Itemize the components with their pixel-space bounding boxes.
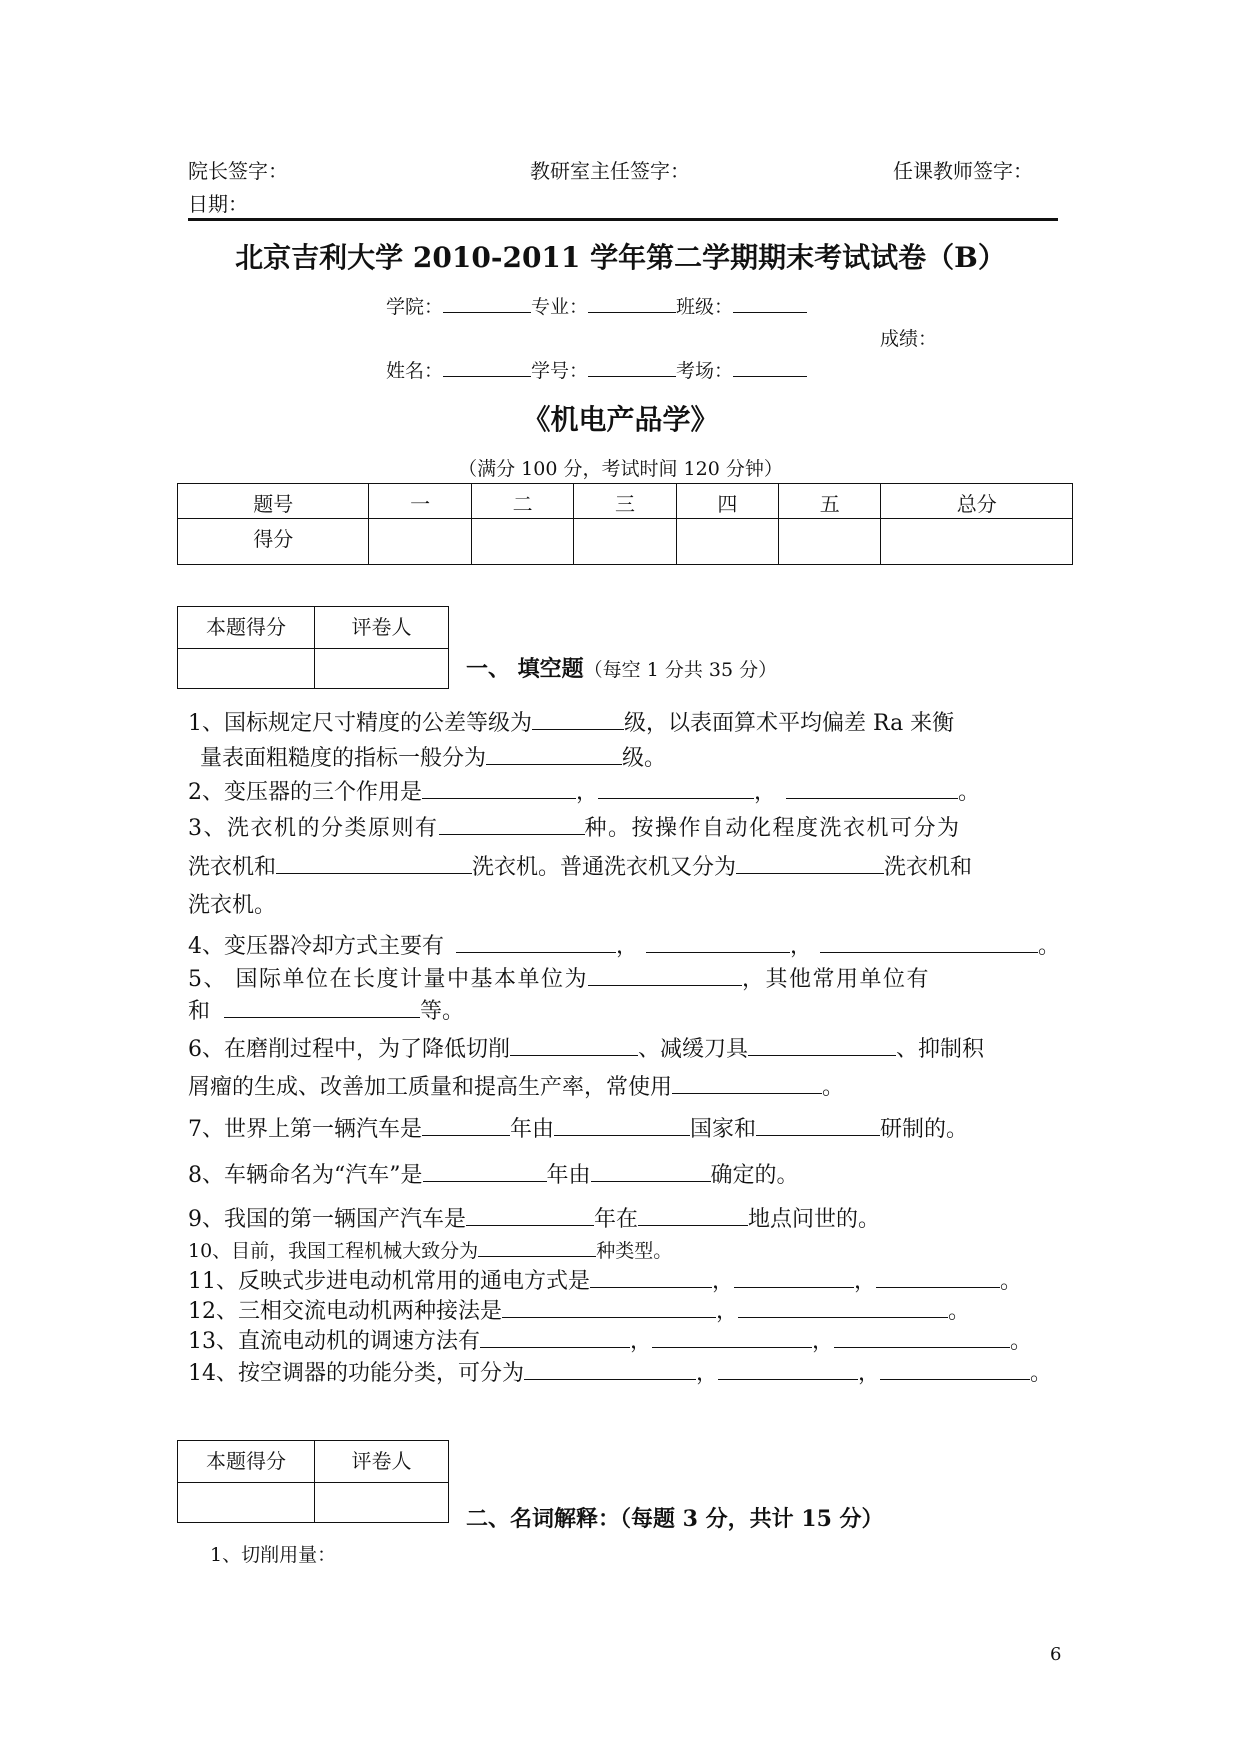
answer-blank[interactable] [466, 1207, 594, 1226]
section-score-cell[interactable] [178, 649, 315, 689]
score-cell[interactable] [881, 519, 1073, 565]
answer-blank[interactable] [456, 934, 616, 953]
grader-box [177, 606, 449, 689]
question-4: 4、变压器冷却方式主要有 ， ， 。 [188, 934, 1061, 959]
answer-blank[interactable] [422, 1117, 510, 1136]
question-3-end: 洗衣机。 [188, 893, 277, 918]
score-table-header: 一 [369, 484, 471, 519]
answer-blank[interactable] [718, 1361, 858, 1380]
question-3-cont: 洗衣机和 洗衣机。普通洗衣机又分为 洗衣机和 [188, 855, 973, 880]
score-table-header: 三 [574, 484, 676, 519]
date-label: 日期： [188, 192, 248, 216]
question-11: 11、反映式步进电动机常用的通电方式是 ， ， 。 [188, 1269, 1023, 1294]
grader-box [177, 1440, 449, 1523]
question-1-cont: 量表面粗糙度的指标一般分为 级。 [200, 746, 667, 771]
answer-blank[interactable] [510, 1037, 638, 1056]
section1-heading [466, 652, 777, 683]
score-table-header: 五 [779, 484, 881, 519]
student-id-blank[interactable] [588, 358, 676, 377]
answer-blank[interactable] [820, 934, 1038, 953]
answer-blank[interactable] [672, 1075, 822, 1094]
question-12: 12、三相交流电动机两种接法是 ， 。 [188, 1299, 971, 1324]
answer-blank[interactable] [736, 855, 884, 874]
answer-blank[interactable] [598, 780, 754, 799]
student-id-label: 学号： [531, 360, 589, 382]
question-6: 6、在磨削过程中，为了降低切削 、减缓刀具 、抑制积 [188, 1037, 985, 1062]
question-6-cont: 屑瘤的生成、改善加工质量和提高生产率，常使用 。 [188, 1075, 845, 1100]
name-blank[interactable] [443, 358, 531, 377]
answer-blank[interactable] [439, 816, 585, 835]
question-5: 5、 国际单位在长度计量中基本单位为 ，其他常用单位有 [188, 967, 931, 992]
director-signature-label: 教研室主任签字： [530, 159, 690, 183]
grader-cell[interactable] [315, 1483, 449, 1523]
section-score-label: 本题得分 [178, 607, 315, 649]
student-info-row-2 [386, 356, 807, 383]
course-title: 《机电产品学》 [522, 403, 719, 436]
answer-blank[interactable] [532, 711, 624, 730]
teacher-signature-label: 任课教师签字： [893, 159, 1033, 183]
score-cell[interactable] [471, 519, 573, 565]
answer-blank[interactable] [646, 934, 790, 953]
grader-cell[interactable] [315, 649, 449, 689]
section-score-label: 本题得分 [178, 1441, 315, 1483]
answer-blank[interactable] [590, 1269, 712, 1288]
student-info-row-1 [386, 292, 807, 319]
score-cell[interactable] [779, 519, 881, 565]
major-blank[interactable] [588, 294, 676, 313]
section-score-cell[interactable] [178, 1483, 315, 1523]
college-label: 学院： [386, 296, 444, 318]
section2-question-1: 1、切削用量： [210, 1544, 337, 1566]
header-rule [188, 218, 1058, 221]
class-blank[interactable] [733, 294, 807, 313]
answer-blank[interactable] [652, 1329, 812, 1348]
answer-blank[interactable] [486, 746, 622, 765]
section1-note: （每空 1 分共 35 分） [583, 659, 778, 681]
score-table-header: 四 [676, 484, 778, 519]
score-cell[interactable] [676, 519, 778, 565]
answer-blank[interactable] [734, 1269, 854, 1288]
answer-blank[interactable] [554, 1117, 690, 1136]
question-1: 1、国标规定尺寸精度的公差等级为 级，以表面算术平均偏差 Ra 来衡 [188, 711, 955, 736]
dean-signature-label: 院长签字： [188, 159, 288, 183]
score-row-label: 得分 [178, 519, 369, 565]
answer-blank[interactable] [480, 1329, 630, 1348]
answer-blank[interactable] [588, 967, 742, 986]
answer-blank[interactable] [876, 1269, 1000, 1288]
question-3: 3、洗衣机的分类原则有 种。按操作自动化程度洗衣机可分为 [188, 816, 961, 841]
question-14: 14、按空调器的功能分类，可分为 ， ， 。 [188, 1361, 1053, 1386]
answer-blank[interactable] [786, 780, 958, 799]
answer-blank[interactable] [738, 1299, 948, 1318]
answer-blank[interactable] [524, 1361, 696, 1380]
score-cell[interactable] [369, 519, 471, 565]
score-table-header: 题号 [178, 484, 369, 519]
answer-blank[interactable] [834, 1329, 1010, 1348]
score-table [177, 483, 1073, 565]
score-cell[interactable] [574, 519, 676, 565]
grader-label: 评卷人 [315, 607, 449, 649]
score-table-header: 二 [471, 484, 573, 519]
question-2: 2、变压器的三个作用是 ， ， 。 [188, 780, 981, 805]
question-8: 8、车辆命名为“汽车”是 年由 确定的。 [188, 1163, 799, 1188]
exam-room-blank[interactable] [733, 358, 807, 377]
answer-blank[interactable] [423, 1163, 547, 1182]
score-table-header: 总分 [881, 484, 1073, 519]
answer-blank[interactable] [638, 1207, 748, 1226]
score-label: 成绩： [880, 328, 938, 350]
exam-note: （满分 100 分，考试时间 120 分钟） [458, 458, 783, 480]
section2-heading: 二、名词解释：（每题 3 分，共计 15 分） [466, 1506, 884, 1532]
answer-blank[interactable] [591, 1163, 711, 1182]
major-label: 专业： [531, 296, 589, 318]
answer-blank[interactable] [276, 855, 472, 874]
answer-blank[interactable] [748, 1037, 896, 1056]
page-number: 6 [1050, 1644, 1062, 1665]
question-13: 13、直流电动机的调速方法有 ， ， 。 [188, 1329, 1033, 1354]
section1-title: 一、 填空题 [466, 656, 584, 682]
question-9: 9、我国的第一辆国产汽车是 年在 地点问世的。 [188, 1207, 881, 1232]
class-label: 班级： [676, 296, 734, 318]
question-5-cont: 和 等。 [188, 999, 465, 1024]
exam-title: 北京吉利大学 2010-2011 学年第二学期期末考试试卷（B） [235, 241, 1006, 274]
exam-room-label: 考场： [676, 360, 734, 382]
answer-blank[interactable] [880, 1361, 1030, 1380]
answer-blank[interactable] [224, 999, 420, 1018]
question-10: 10、目前，我国工程机械大致分为 种类型。 [188, 1240, 673, 1262]
answer-blank[interactable] [422, 780, 576, 799]
question-7: 7、世界上第一辆汽车是 年由 国家和 研制的。 [188, 1117, 969, 1142]
answer-blank[interactable] [478, 1238, 596, 1257]
grader-label: 评卷人 [315, 1441, 449, 1483]
name-label: 姓名： [386, 360, 444, 382]
answer-blank[interactable] [502, 1299, 716, 1318]
answer-blank[interactable] [756, 1117, 880, 1136]
college-blank[interactable] [443, 294, 531, 313]
